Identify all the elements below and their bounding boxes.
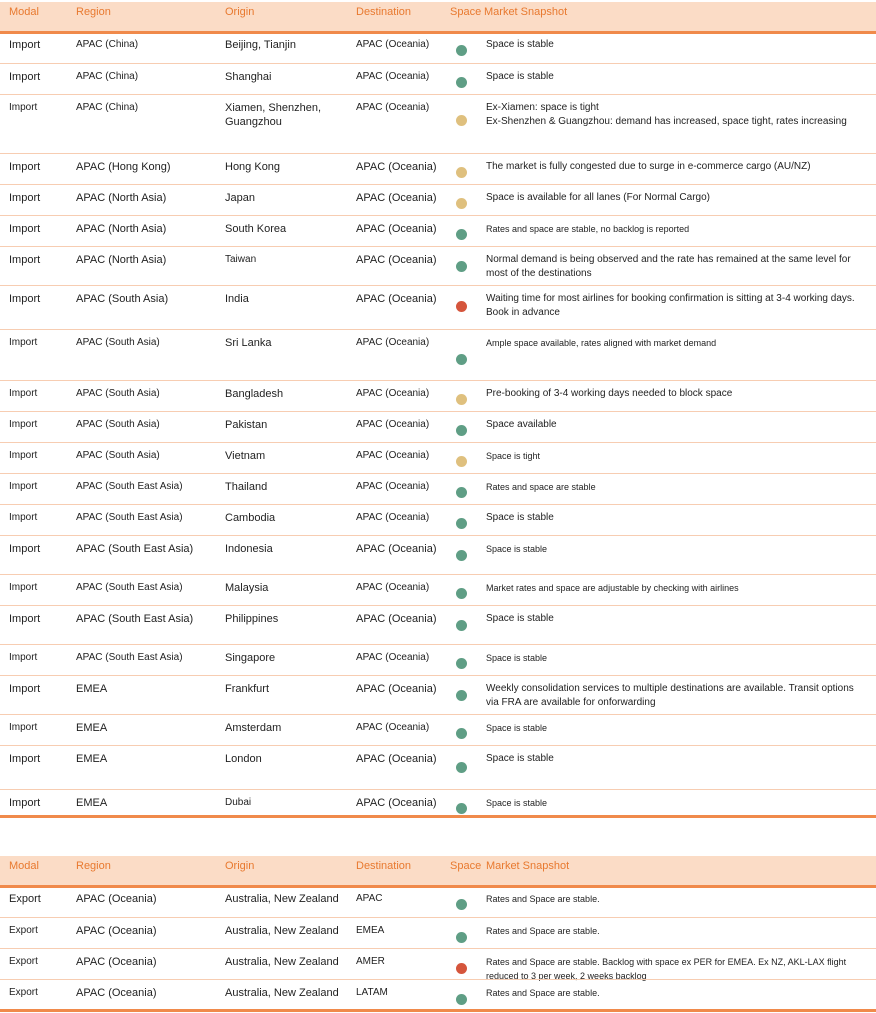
origin-cell: Frankfurt [225,683,270,695]
space-status-dot [456,198,467,209]
table-row [0,411,876,442]
region-cell: APAC (South Asia) [76,337,160,348]
region-cell: APAC (North Asia) [76,192,167,204]
market-snapshot-cell: Ex-Xiamen: space is tight Ex-Shenzhen & Guangzhou: demand has increased, space tight, rates increasing [486,102,847,127]
region-cell: EMEA [76,797,108,809]
modal-cell: Import [9,450,38,461]
origin-cell: South Korea [225,223,287,235]
import-table [0,2,876,818]
destination-cell: APAC (Oceania) [356,753,437,765]
space-status-dot [456,456,467,467]
origin-cell: Xiamen, Shenzhen, Guangzhou [225,102,322,128]
table-row [0,979,876,1011]
header-market-snapshot: Market Snapshot [486,860,570,872]
market-snapshot-cell: Weekly consolidation services to multiple destinations are available. Transit options via FRA are available for onforwarding [486,683,854,708]
header-destination: Destination [356,6,412,18]
header-space: Space [450,860,482,872]
market-snapshot-cell: Rates and Space are stable. Backlog with space ex PER for EMEA. Ex NZ, AKL-LAX flight reduced to 3 per week, 2 weeks backlog [486,957,847,981]
header-destination: Destination [356,860,412,872]
market-snapshot-cell: Space is tight [486,451,541,461]
modal-cell: Import [9,753,41,765]
region-cell: APAC (Oceania) [76,956,157,968]
import-table-bottom-rule [0,815,876,818]
header-origin: Origin [225,860,255,872]
space-status-dot [456,77,467,88]
space-status-dot [456,588,467,599]
origin-cell: Indonesia [225,543,273,555]
market-snapshot-cell: Rates and space are stable [486,482,596,492]
origin-cell: Sri Lanka [225,337,272,349]
export-table-header [0,856,876,888]
table-row [0,246,876,285]
header-region: Region [76,6,111,18]
market-snapshot-cell: Space is available for all lanes (For Normal Cargo) [486,192,710,203]
region-cell: APAC (Oceania) [76,987,157,999]
destination-cell: APAC (Oceania) [356,419,430,430]
space-status-dot [456,167,467,178]
space-status-dot [456,963,467,974]
modal-cell: Import [9,254,41,266]
table-row [0,153,876,184]
market-snapshot-cell: Pre-booking of 3-4 working days needed to block space [486,388,733,399]
table-row [0,886,876,917]
space-status-dot [456,620,467,631]
table-row [0,184,876,215]
table-row [0,32,876,63]
modal-cell: Export [9,893,41,905]
destination-cell: APAC (Oceania) [356,512,430,523]
origin-cell: Dubai [225,797,252,808]
origin-cell: Japan [225,192,255,204]
modal-cell: Import [9,797,41,809]
space-status-dot [456,762,467,773]
region-cell: APAC (South East Asia) [76,481,183,492]
destination-cell: APAC (Oceania) [356,223,437,235]
space-status-dot [456,261,467,272]
import-table-header [0,2,876,34]
destination-cell: APAC (Oceania) [356,337,430,348]
region-cell: APAC (Oceania) [76,893,157,905]
destination-cell: APAC [356,893,383,904]
region-cell: APAC (Hong Kong) [76,161,171,173]
region-cell: APAC (North Asia) [76,254,167,266]
table-row [0,504,876,535]
modal-cell: Import [9,192,41,204]
table-row [0,285,876,329]
header-space: Space [450,6,482,18]
modal-cell: Export [9,956,38,967]
modal-cell: Import [9,102,38,113]
market-snapshot-cell: The market is fully congested due to surge in e-commerce cargo (AU/NZ) [486,161,811,172]
space-status-dot [456,932,467,943]
export-table [0,856,876,1013]
region-cell: APAC (South East Asia) [76,613,194,625]
origin-cell: Cambodia [225,512,276,524]
destination-cell: EMEA [356,925,385,936]
origin-cell: Vietnam [225,450,266,462]
table-row [0,380,876,411]
modal-cell: Import [9,223,41,235]
market-snapshot-cell: Waiting time for most airlines for booking confirmation is sitting at 3-4 working days. Book in advance [486,293,855,318]
space-status-dot [456,487,467,498]
market-snapshot-cell: Space is stable [486,512,554,523]
destination-cell: APAC (Oceania) [356,388,430,399]
destination-cell: AMER [356,956,385,967]
destination-cell: APAC (Oceania) [356,293,437,305]
table-row [0,605,876,644]
region-cell: APAC (China) [76,71,139,82]
market-snapshot-cell: Rates and space are stable, no backlog is reported [486,224,690,234]
table-row [0,745,876,789]
modal-cell: Import [9,39,41,51]
region-cell: APAC (South Asia) [76,293,169,305]
market-snapshot-cell: Space is stable [486,798,548,808]
table-row [0,714,876,745]
market-snapshot-cell: Space is stable [486,544,548,554]
market-snapshot-cell: Space is stable [486,723,548,733]
destination-cell: APAC (Oceania) [356,192,437,204]
table-row [0,63,876,94]
destination-cell: LATAM [356,987,388,998]
region-cell: APAC (South Asia) [76,388,160,399]
modal-cell: Import [9,543,41,555]
origin-cell: Australia, New Zealand [225,893,339,905]
market-snapshot-cell: Normal demand is being observed and the rate has remained at the same level for most of the destinations [486,254,851,279]
space-status-dot [456,803,467,814]
header-modal: Modal [9,860,39,872]
space-status-dot [456,550,467,561]
table-row [0,535,876,574]
header-origin: Origin [225,6,255,18]
destination-cell: APAC (Oceania) [356,613,437,625]
destination-cell: APAC (Oceania) [356,71,430,82]
destination-cell: APAC (Oceania) [356,582,430,593]
modal-cell: Import [9,582,38,593]
origin-cell: Pakistan [225,419,268,431]
space-status-dot [456,658,467,669]
market-snapshot-cell: Rates and Space are stable. [486,926,600,936]
origin-cell: Amsterdam [225,722,282,734]
origin-cell: Singapore [225,652,276,664]
market-snapshot-cell: Market rates and space are adjustable by checking with airlines [486,583,739,593]
modal-cell: Import [9,512,38,523]
table-row [0,675,876,714]
origin-cell: Philippines [225,613,279,625]
space-status-dot [456,425,467,436]
modal-cell: Import [9,71,41,83]
market-snapshot-cell: Space is stable [486,71,554,82]
region-cell: APAC (South East Asia) [76,582,183,593]
space-status-dot [456,518,467,529]
origin-cell: Taiwan [225,254,257,265]
modal-cell: Import [9,722,38,733]
region-cell: APAC (South Asia) [76,419,160,430]
market-snapshot-cell: Ample space available, rates aligned with market demand [486,338,717,348]
destination-cell: APAC (Oceania) [356,722,430,733]
market-snapshot-cell: Space is stable [486,39,554,50]
modal-cell: Import [9,388,38,399]
origin-cell: Australia, New Zealand [225,956,339,968]
origin-cell: Shanghai [225,71,272,83]
origin-cell: Thailand [225,481,268,493]
destination-cell: APAC (Oceania) [356,450,430,461]
region-cell: EMEA [76,722,108,734]
modal-cell: Import [9,293,41,305]
space-status-dot [456,899,467,910]
market-snapshot-cell: Rates and Space are stable. [486,894,600,904]
origin-cell: Bangladesh [225,388,284,400]
modal-cell: Import [9,161,41,173]
destination-cell: APAC (Oceania) [356,543,437,555]
table-row [0,329,876,380]
table-row [0,917,876,948]
space-status-dot [456,229,467,240]
origin-cell: India [225,293,249,305]
table-row [0,574,876,605]
region-cell: APAC (Oceania) [76,925,157,937]
origin-cell: Hong Kong [225,161,281,173]
table-row [0,644,876,675]
space-status-dot [456,301,467,312]
market-snapshot-cell: Space is stable [486,753,554,764]
header-market-snapshot: Market Snapshot [484,6,568,18]
origin-cell: Beijing, Tianjin [225,39,296,51]
destination-cell: APAC (Oceania) [356,254,437,266]
market-snapshot-cell: Space is stable [486,653,548,663]
region-cell: APAC (China) [76,102,139,113]
region-cell: APAC (South East Asia) [76,543,194,555]
table-row [0,442,876,473]
region-cell: APAC (South Asia) [76,450,160,461]
destination-cell: APAC (Oceania) [356,652,430,663]
region-cell: APAC (North Asia) [76,223,167,235]
destination-cell: APAC (Oceania) [356,683,437,695]
origin-cell: London [225,753,262,765]
space-status-dot [456,728,467,739]
region-cell: APAC (South East Asia) [76,512,183,523]
market-snapshot-cell: Space is stable [486,613,554,624]
modal-cell: Export [9,925,38,936]
region-cell: APAC (China) [76,39,139,50]
destination-cell: APAC (Oceania) [356,161,437,173]
space-status-dot [456,354,467,365]
table-row [0,473,876,504]
region-cell: APAC (South East Asia) [76,652,183,663]
region-cell: EMEA [76,683,108,695]
modal-cell: Export [9,987,38,998]
region-cell: EMEA [76,753,108,765]
destination-cell: APAC (Oceania) [356,102,430,113]
modal-cell: Import [9,419,38,430]
table-row [0,948,876,979]
space-status-dot [456,690,467,701]
table-row [0,215,876,246]
modal-cell: Import [9,683,41,695]
table-row [0,94,876,153]
header-region: Region [76,860,111,872]
space-status-dot [456,994,467,1005]
market-snapshot-cell: Rates and Space are stable. [486,988,600,998]
origin-cell: Australia, New Zealand [225,987,339,999]
space-status-dot [456,394,467,405]
origin-cell: Australia, New Zealand [225,925,339,937]
space-status-dot [456,115,467,126]
market-snapshot-cell: Space available [486,419,557,430]
modal-cell: Import [9,613,41,625]
modal-cell: Import [9,337,38,348]
modal-cell: Import [9,652,38,663]
destination-cell: APAC (Oceania) [356,797,437,809]
destination-cell: APAC (Oceania) [356,481,430,492]
destination-cell: APAC (Oceania) [356,39,430,50]
space-status-dot [456,45,467,56]
export-table-bottom-rule [0,1009,876,1012]
origin-cell: Malaysia [225,582,269,594]
header-modal: Modal [9,6,39,18]
modal-cell: Import [9,481,38,492]
